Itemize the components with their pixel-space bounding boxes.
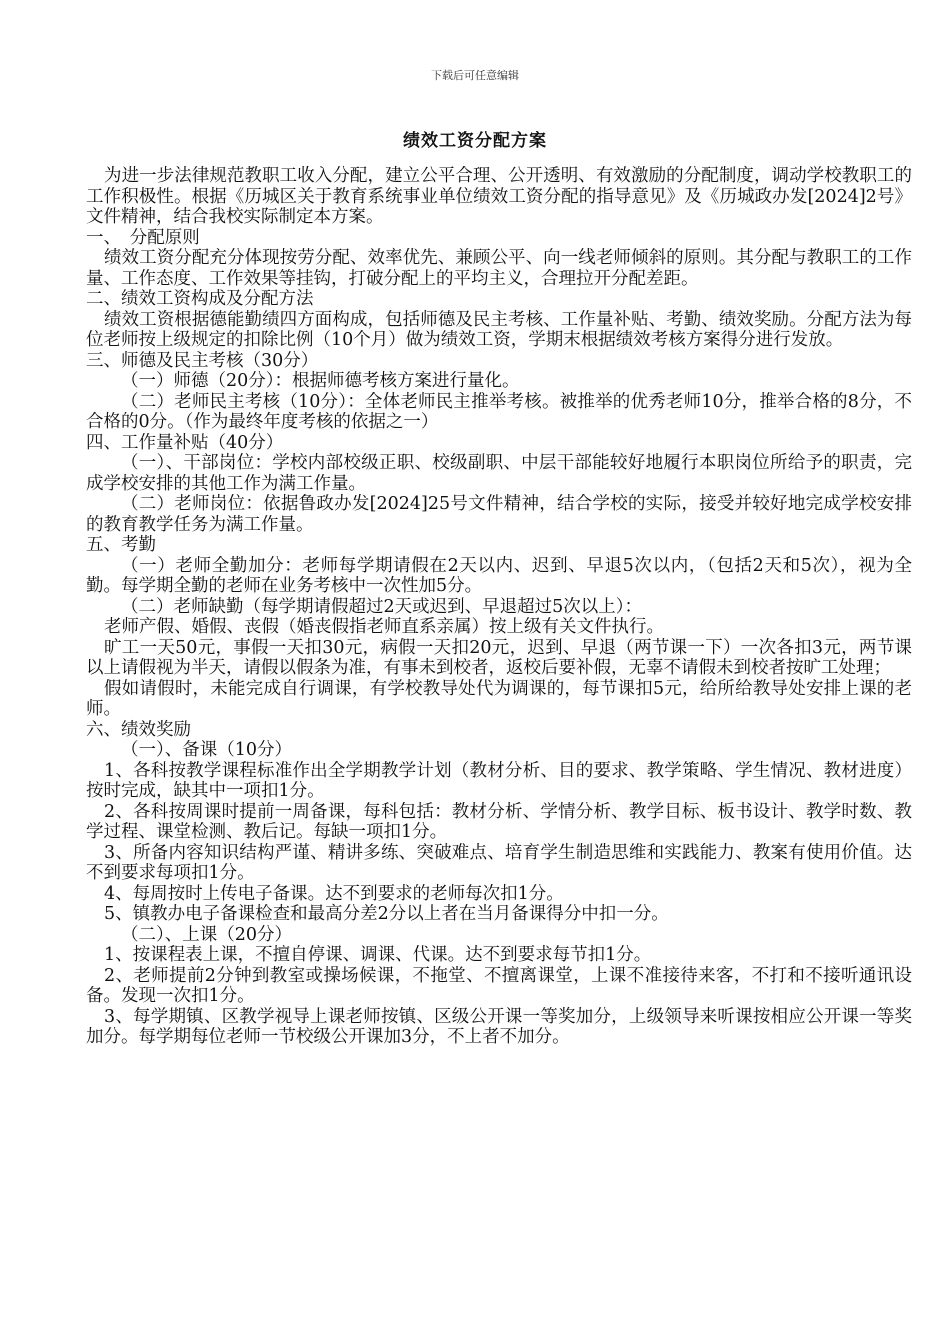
body-paragraph: 2、各科按周课时提前一周备课，每科包括：教材分析、学情分析、教学目标、板书设计、教学时数、教学过程、课堂检测、教后记。每缺一项扣1分。 <box>86 801 912 842</box>
body-paragraph: 5、镇教办电子备课检查和最高分差2分以上者在当月备课得分中扣一分。 <box>104 904 669 924</box>
header-note: 下载后可任意编辑 <box>431 69 519 82</box>
body-paragraph: （二）老师民主考核（10分）：全体老师民主推举考核。被推举的优秀老师10分，推举合格的8分，不合格的0分。（作为最终年度考核的依据之一） <box>86 391 912 432</box>
body-paragraph: 2、老师提前2分钟到教室或操场候课，不拖堂、不擅离课堂，上课不准接待来客，不打和不接听通讯设备。发现一次扣1分。 <box>86 965 912 1006</box>
section-heading: 三、师德及民主考核（30分） <box>86 350 319 371</box>
section-heading: 六、绩效奖励 <box>86 719 191 740</box>
body-paragraph: 3、每学期镇、区教学视导上课老师按镇、区级公开课一等奖加分，上级领导来听课按相应公开课一等奖加分。每学期每位老师一节校级公开课加3分，不上者不加分。 <box>86 1006 912 1047</box>
section-heading: 五、考勤 <box>86 535 156 555</box>
body-paragraph: 1、各科按教学课程标准作出全学期教学计划（教材分析、目的要求、教学策略、学生情况、教材进度）按时完成，缺其中一项扣1分。 <box>86 760 912 801</box>
body-paragraph: 绩效工资根据德能勤绩四方面构成，包括师德及民主考核、工作量补贴、考勤、绩效奖励。分配方法为每位老师按上级规定的扣除比例（10个月）做为绩效工资，学期末根据绩效考核方案得分进行发放。 <box>86 309 912 350</box>
section-heading: 一、 分配原则 <box>86 227 200 248</box>
body-paragraph: 3、所备内容知识结构严谨、精讲多练、突破难点、培育学生制造思维和实践能力、教案有使用价值。达不到要求每项扣1分。 <box>86 842 912 883</box>
section-heading: 四、工作量补贴（40分） <box>86 432 284 453</box>
body-paragraph: 绩效工资分配充分体现按劳分配、效率优先、兼顾公平、向一线老师倾斜的原则。其分配与教职工的工作量、工作态度、工作效果等挂钩，打破分配上的平均主义，合理拉开分配差距。 <box>86 248 912 289</box>
section-heading: 二、绩效工资构成及分配方法 <box>86 289 314 309</box>
document-body <box>86 166 912 1048</box>
document-title: 绩效工资分配方案 <box>403 131 547 151</box>
body-paragraph: （二）、上课（20分） <box>121 924 293 945</box>
body-paragraph: （一）、备课（10分） <box>121 740 293 760</box>
body-paragraph: （一）老师全勤加分：老师每学期请假在2天以内、迟到、早退5次以内，（包括2天和5次），视为全勤。每学期全勤的老师在业务考核中一次性加5分。 <box>86 555 912 596</box>
body-paragraph: 1、按课程表上课，不擅自停课、调课、代课。达不到要求每节扣1分。 <box>104 945 652 965</box>
body-paragraph: 旷工一天50元，事假一天扣30元，病假一天扣20元，迟到、早退（两节课一下）一次各扣3元，两节课以上请假视为半天，请假以假条为准，有事未到校者，返校后要补假，无辜不请假未到校者按旷工处理； <box>86 637 912 678</box>
body-paragraph: （二）老师缺勤（每学期请假超过2天或迟到、早退超过5次以上）： <box>121 596 643 617</box>
body-paragraph: 4、每周按时上传电子备课。达不到要求的老师每次扣1分。 <box>104 883 564 904</box>
body-paragraph: 老师产假、婚假、丧假（婚丧假指老师直系亲属）按上级有关文件执行。 <box>104 617 664 637</box>
body-paragraph: 假如请假时，未能完成自行调课，有学校教导处代为调课的，每节课扣5元，给所给教导处安排上课的老师。 <box>86 678 912 719</box>
body-paragraph: （一）、干部岗位：学校内部校级正职、校级副职、中层干部能较好地履行本职岗位所给予的职责，完成学校安排的其他工作为满工作量。 <box>86 453 912 494</box>
body-paragraph: 为进一步法律规范教职工收入分配，建立公平合理、公开透明、有效激励的分配制度，调动学校教职工的工作积极性。根据《历城区关于教育系统事业单位绩效工资分配的指导意见》及《历城政办发[2024]2号》文件精神，结合我校实际制定本方案。 <box>86 166 912 227</box>
body-paragraph: （一）师德（20分）：根据师德考核方案进行量化。 <box>121 371 520 391</box>
body-paragraph: （二）老师岗位：依据鲁政办发[2024]25号文件精神，结合学校的实际，接受并较好地完成学校安排的教育教学任务为满工作量。 <box>86 494 912 535</box>
